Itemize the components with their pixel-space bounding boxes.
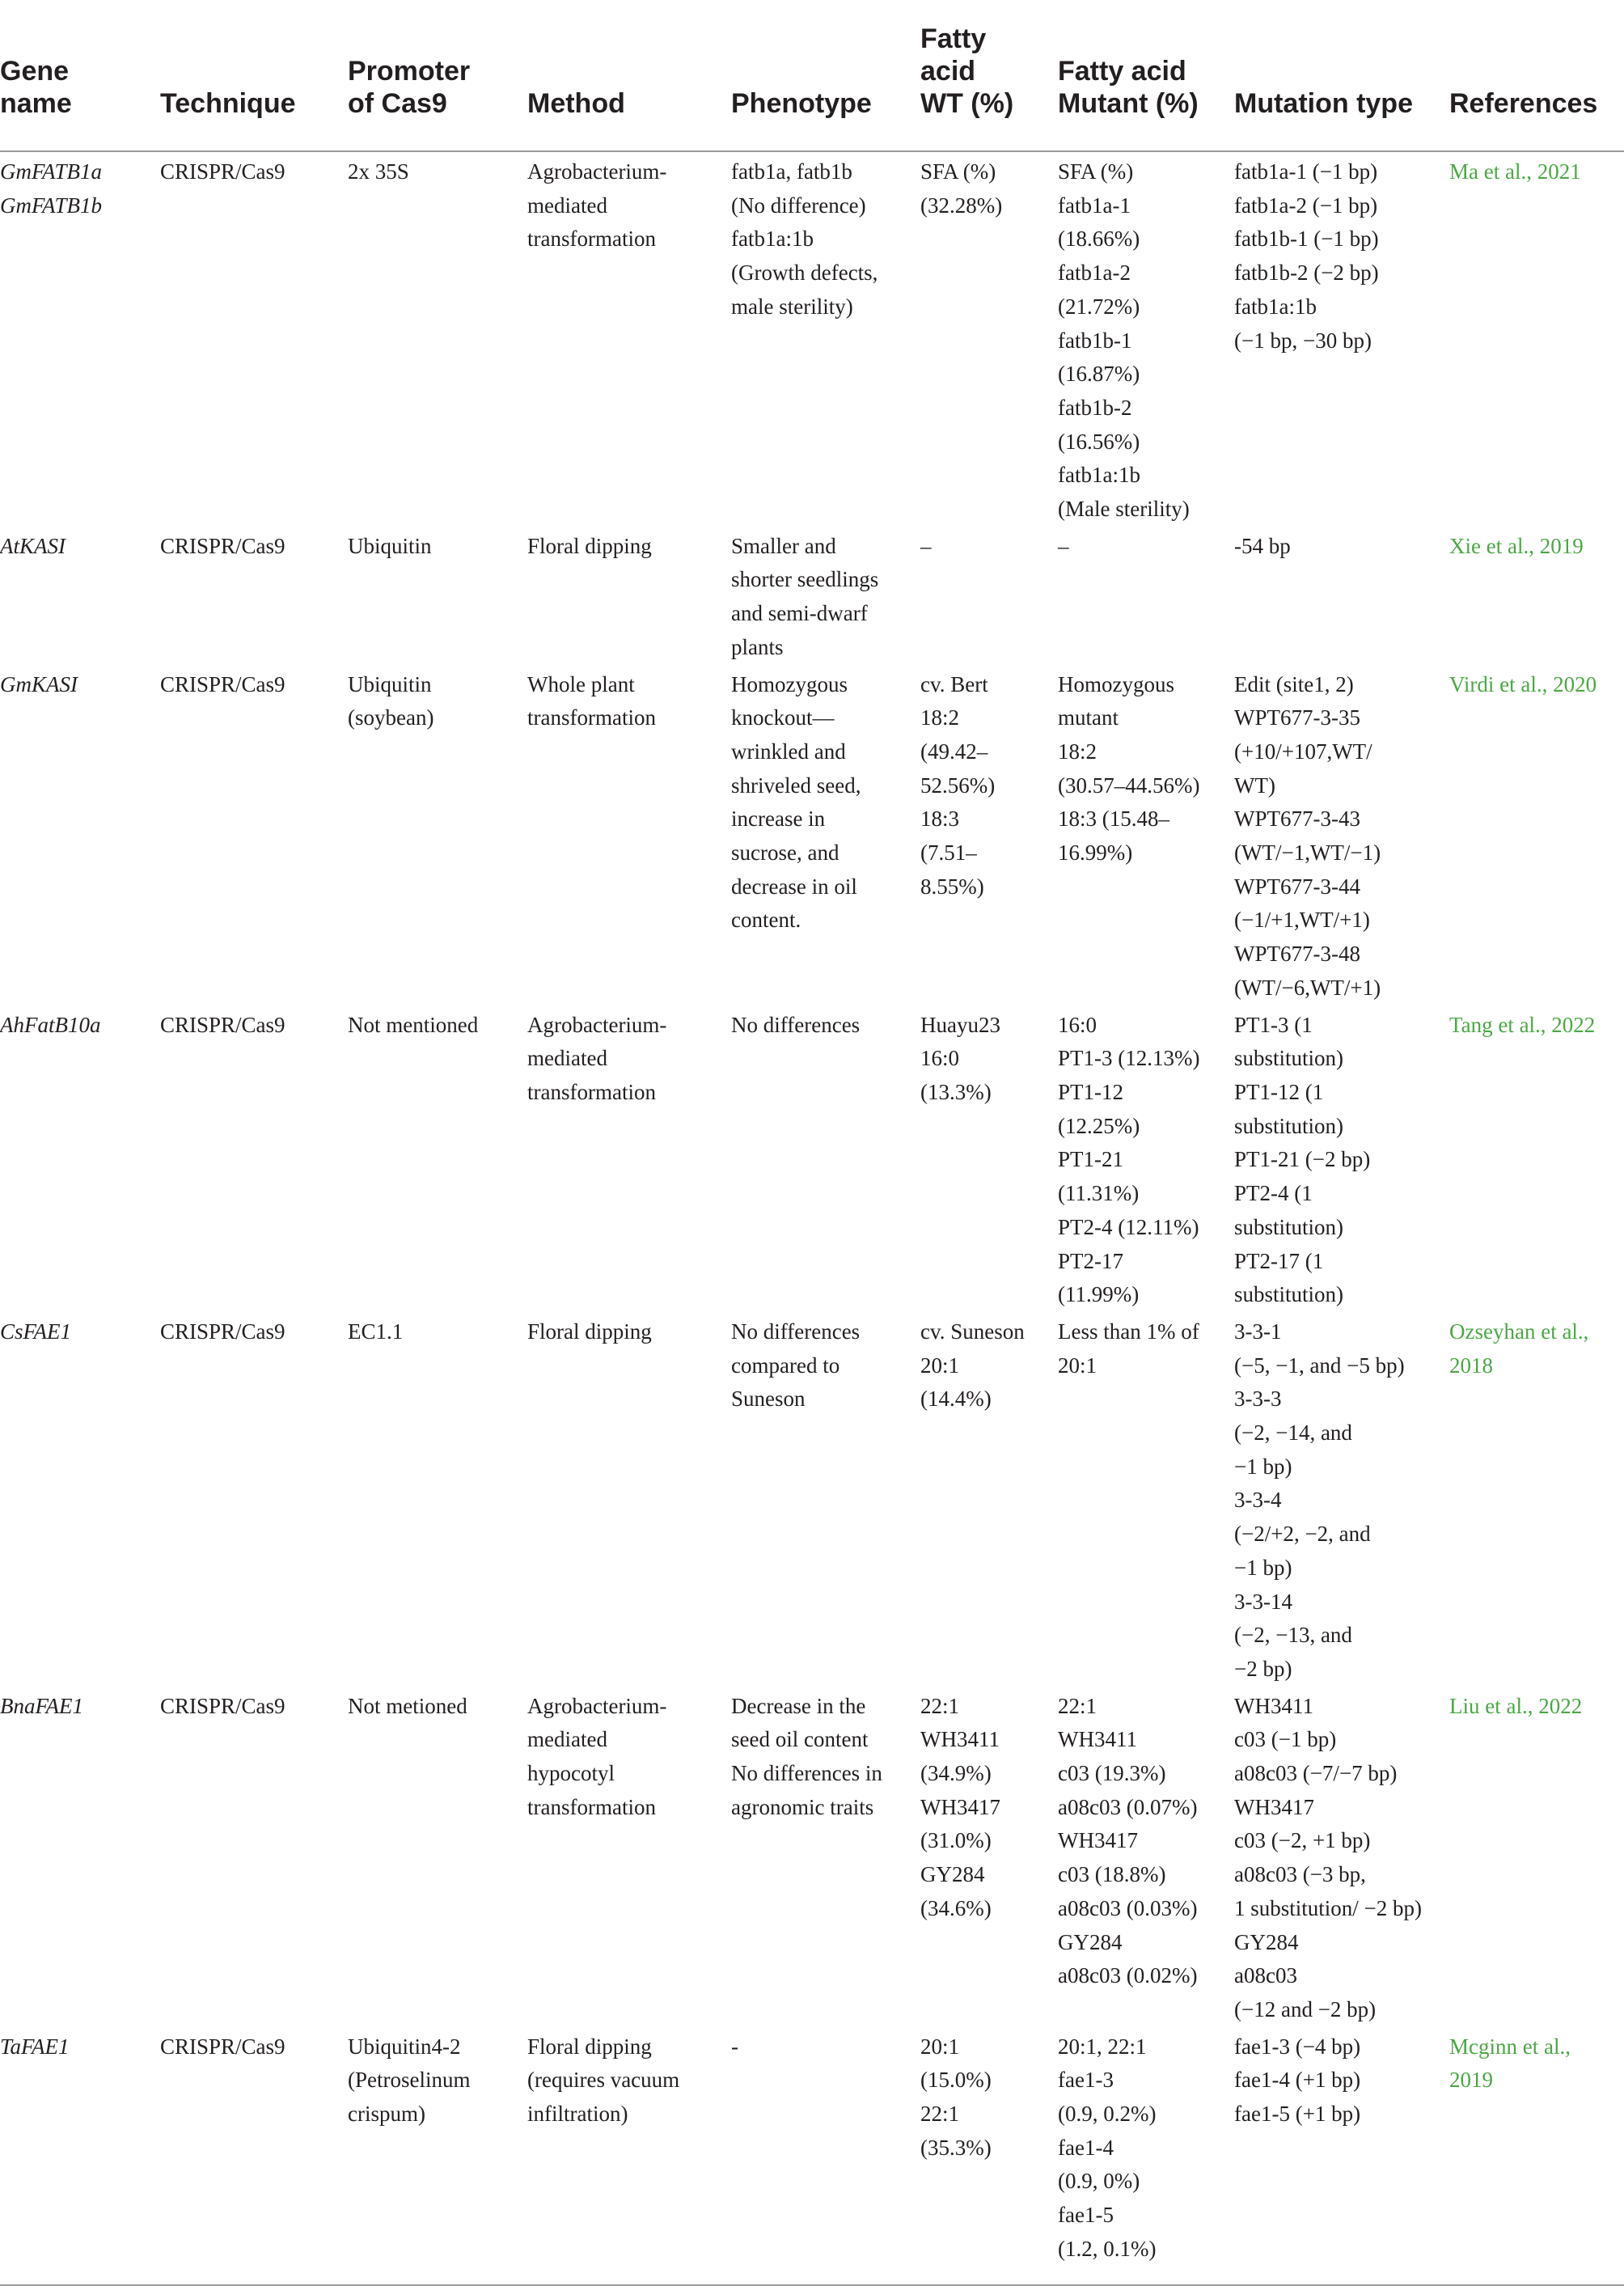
- table-row: [0, 1005, 1624, 1312]
- cell-mutation-type: Edit (site1, 2) WPT677-3-35 (+10/+107,WT/ WT) WPT677-3-43 (WT/−1,WT/−1) WPT677-3-44 (−1/+1,WT/+1) WPT677-3-48 (WT/−6,WT/+1): [1234, 671, 1381, 1000]
- table-row: [0, 2027, 1624, 2285]
- header-row: [0, 23, 1624, 151]
- cell-fatty-acid-wt: cv. Suneson 20:1 (14.4%): [920, 1319, 1025, 1412]
- cell-phenotype: Homozygous knockout— wrinkled and shriveled seed, increase in sucrose, and decrease in oil content.: [731, 671, 861, 933]
- table-row: [0, 1687, 1624, 2027]
- cell-promoter: 2x 35S: [348, 159, 409, 184]
- cell-fatty-acid-mutant: –: [1058, 533, 1069, 558]
- table-row: [0, 151, 1624, 527]
- cell-mutation-type: fae1-3 (−4 bp) fae1-4 (+1 bp) fae1-5 (+1 bp): [1234, 2027, 1449, 2285]
- header-fatty-acid-mutant: Fatty acid Mutant (%): [1058, 23, 1234, 151]
- cell-method: Floral dipping: [527, 1319, 652, 1344]
- cell-fatty-acid-mutant: SFA (%) fatb1a-1 (18.66%) fatb1a-2 (21.72%) fatb1b-1 (16.87%) fatb1b-2 (16.56%) fatb1a:1b (Male sterility): [1058, 159, 1190, 522]
- cell-technique: CRISPR/Cas9: [160, 1012, 285, 1037]
- cell-technique: CRISPR/Cas9: [160, 1319, 285, 1344]
- cell-fatty-acid-mutant: Homozygous mutant 18:2 (30.57–44.56%) 18:3 (15.48– 16.99%): [1058, 671, 1200, 866]
- cell-method: Agrobacterium- mediated transformation: [527, 1012, 667, 1104]
- cell-fatty-acid-wt: 22:1 WH3411 (34.9%) WH3417 (31.0%) GY284 (34.6%): [920, 1693, 1000, 1920]
- table-body: [0, 151, 1624, 2285]
- cell-gene: GmKASI: [0, 671, 78, 696]
- cell-fatty-acid-wt: Huayu23 16:0 (13.3%): [920, 1012, 1000, 1104]
- header-method: Method: [527, 23, 731, 151]
- cell-gene: AtKASI: [0, 533, 66, 558]
- cell-technique: CRISPR/Cas9: [160, 159, 285, 184]
- reference-link[interactable]: Virdi et al., 2020: [1449, 671, 1597, 696]
- cell-fatty-acid-mutant: 16:0 PT1-3 (12.13%) PT1-12 (12.25%) PT1-21 (11.31%) PT2-4 (12.11%) PT2-17 (11.99%): [1058, 1012, 1200, 1307]
- cell-gene: BnaFAE1: [0, 1693, 83, 1718]
- cell-fatty-acid-mutant: Less than 1% of 20:1: [1058, 1319, 1199, 1378]
- cell-phenotype: Smaller and shorter seedlings and semi-dwarf plants: [731, 533, 879, 659]
- cell-promoter: Not metioned: [348, 1693, 467, 1718]
- cell-promoter: EC1.1: [348, 1319, 404, 1344]
- cell-fatty-acid-wt: cv. Bert 18:2 (49.42– 52.56%) 18:3 (7.51– 8.55%): [920, 671, 996, 899]
- cell-method: Floral dipping (requires vacuum infiltration): [527, 2027, 731, 2285]
- cell-promoter: Ubiquitin4-2 (Petroselinum crispum): [348, 2027, 527, 2285]
- cell-fatty-acid-wt: SFA (%) (32.28%): [920, 159, 1003, 218]
- header-promoter: Promoter of Cas9: [348, 23, 527, 151]
- reference-link[interactable]: Xie et al., 2019: [1449, 533, 1584, 558]
- header-phenotype: Phenotype: [731, 23, 920, 151]
- header-mutation-type: Mutation type: [1234, 23, 1449, 151]
- header-references: References: [1449, 23, 1624, 151]
- cell-method: Floral dipping: [527, 533, 652, 558]
- header-fatty-acid-wt: Fatty acid WT (%): [920, 23, 1058, 151]
- table-row: [0, 1312, 1624, 1687]
- cell-phenotype: Decrease in the seed oil content No differences in agronomic traits: [731, 1693, 882, 1819]
- cell-phenotype: No differences: [731, 1012, 861, 1037]
- cell-fatty-acid-wt: 20:1 (15.0%) 22:1 (35.3%): [920, 2027, 1058, 2285]
- reference-link[interactable]: Mcginn et al., 2019: [1449, 2027, 1624, 2285]
- cell-phenotype: -: [731, 2027, 920, 2285]
- cell-phenotype: No differences compared to Suneson: [731, 1319, 861, 1412]
- cell-technique: CRISPR/Cas9: [160, 2027, 348, 2285]
- cell-fatty-acid-mutant: 22:1 WH3411 c03 (19.3%) a08c03 (0.07%) WH3417 c03 (18.8%) a08c03 (0.03%) GY284 a08c03 (0.02%): [1058, 1693, 1198, 1988]
- cell-mutation-type: -54 bp: [1234, 533, 1291, 558]
- table-row: [0, 665, 1624, 1005]
- cell-gene: TaFAE1: [0, 2027, 160, 2285]
- cell-mutation-type: fatb1a-1 (−1 bp) fatb1a-2 (−1 bp) fatb1b-1 (−1 bp) fatb1b-2 (−2 bp) fatb1a:1b (−1 bp, −30 bp): [1234, 159, 1379, 353]
- cell-fatty-acid-wt: –: [920, 533, 932, 558]
- table-header: [0, 23, 1624, 151]
- reference-link[interactable]: Liu et al., 2022: [1449, 1693, 1583, 1718]
- cell-method: Agrobacterium- mediated hypocotyl transformation: [527, 1693, 667, 1819]
- cell-technique: CRISPR/Cas9: [160, 1693, 285, 1718]
- header-gene-name: Gene name: [0, 23, 160, 151]
- reference-link[interactable]: Ozseyhan et al., 2018: [1449, 1319, 1589, 1378]
- cell-method: Whole plant transformation: [527, 671, 656, 730]
- cell-phenotype: fatb1a, fatb1b (No difference) fatb1a:1b (Growth defects, male sterility): [731, 159, 878, 319]
- cell-technique: CRISPR/Cas9: [160, 533, 285, 558]
- cell-technique: CRISPR/Cas9: [160, 671, 285, 696]
- cell-gene: CsFAE1: [0, 1319, 72, 1344]
- reference-link[interactable]: Ma et al., 2021: [1449, 159, 1581, 184]
- cell-mutation-type: WH3411 c03 (−1 bp) a08c03 (−7/−7 bp) WH3417 c03 (−2, +1 bp) a08c03 (−3 bp, 1 substitution/ −2 bp) GY284 a08c03 (−12 and −2 bp): [1234, 1693, 1422, 2021]
- cell-method: Agrobacterium- mediated transformation: [527, 159, 667, 252]
- cell-promoter: Ubiquitin: [348, 533, 432, 558]
- table-row: [0, 527, 1624, 665]
- fatty-acid-crispr-table: [0, 23, 1624, 2286]
- cell-gene: AhFatB10a: [0, 1012, 101, 1037]
- cell-fatty-acid-mutant: 20:1, 22:1 fae1-3 (0.9, 0.2%) fae1-4 (0.9, 0%) fae1-5 (1.2, 0.1%): [1058, 2027, 1234, 2285]
- cell-mutation-type: PT1-3 (1 substitution) PT1-12 (1 substitution) PT1-21 (−2 bp) PT2-4 (1 substitution) PT2-17 (1 substitution): [1234, 1012, 1371, 1307]
- cell-gene: GmFATB1a GmFATB1b: [0, 159, 103, 218]
- header-technique: Technique: [160, 23, 348, 151]
- cell-promoter: Not mentioned: [348, 1012, 479, 1037]
- cell-promoter: Ubiquitin (soybean): [348, 671, 434, 730]
- cell-mutation-type: 3-3-1 (−5, −1, and −5 bp) 3-3-3 (−2, −14, and −1 bp) 3-3-4 (−2/+2, −2, and −1 bp) 3-3-14 (−2, −13, and −2 bp): [1234, 1319, 1405, 1681]
- reference-link[interactable]: Tang et al., 2022: [1449, 1012, 1596, 1037]
